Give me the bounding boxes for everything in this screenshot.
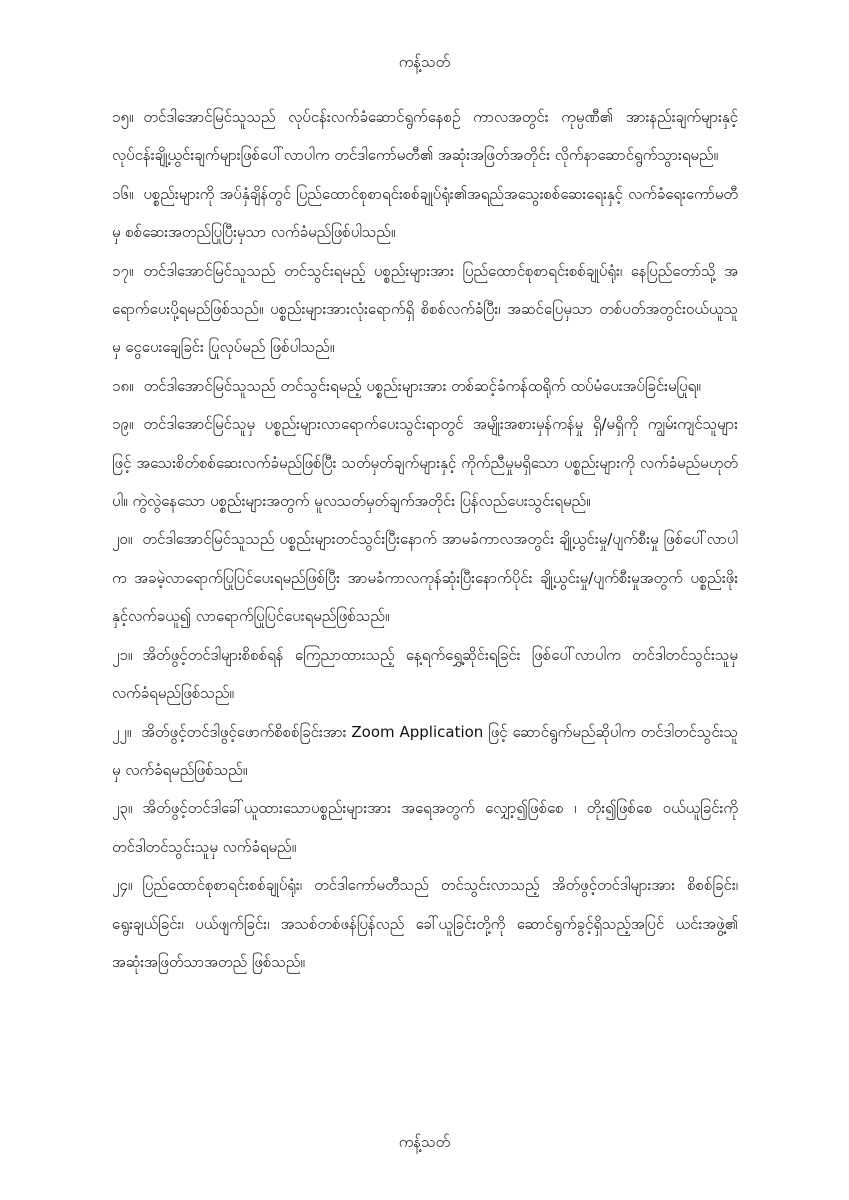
clause-17	[112, 252, 738, 367]
clause-number: ၂၀။	[112, 530, 133, 549]
clause-15	[112, 98, 738, 175]
document-body	[112, 98, 738, 981]
clause-24	[112, 866, 738, 981]
clause-23	[112, 789, 738, 866]
clause-number: ၂၄။	[112, 876, 133, 895]
clause-text: တင်ဒါအောင်မြင်သူသည် ပစ္စည်းများတင်သွင်းပြီးနောက် အာမခံကာလအတွင်း ချို့ယွင်းမှု/ပျက်စီးမှု ဖြစ်ပေါ်လာပါက အခမဲ့လာရောက်ပြုပြင်ပေးရမည်ဖြစ်ပြီး အာမခံကာလကုန်ဆုံးပြီးနောက်ပိုင်း ချို့ယွင်းမှု/ပျက်စီးမှုအတွက် ပစ္စည်းဖိုးနှင့်လက်ခယူ၍ လာရောက်ပြုပြင်ပေးရမည်ဖြစ်သည်။	[112, 530, 738, 626]
clause-text: အိတ်ဖွင့်တင်ဒါများစိစစ်ရန် ကြေညာထားသည့် နေ့ရက်ရွှေ့ဆိုင်းရခြင်း ဖြစ်ပေါ်လာပါက တင်ဒါတင်သွင်းသူမှ လက်ခံရမည်ဖြစ်သည်။	[112, 645, 738, 703]
clause-18	[112, 367, 738, 405]
footer-classification: ကန့်သတ်	[398, 1133, 451, 1151]
clause-text: တင်ဒါအောင်မြင်သူသည် တင်သွင်းရမည့် ပစ္စည်းများအား ပြည်ထောင်စုစာရင်းစစ်ချုပ်ရုံး၊ နေပြည်တော်သို့ အရောက်ပေးပို့ရမည်ဖြစ်သည်။ ပစ္စည်းများအားလုံးရောက်ရှိ စိစစ်လက်ခံပြီး၊ အဆင်ပြေမှသာ တစ်ပတ်အတွင်းဝယ်ယူသူမှ ငွေပေးချေခြင်း ပြုလုပ်မည် ဖြစ်ပါသည်။	[112, 261, 738, 357]
clause-text: အိတ်ဖွင့်တင်ဒါဖွင့်ဖောက်စိစစ်ခြင်းအား Zoom Application ဖြင့် ဆောင်ရွက်မည်ဆိုပါက တင်ဒါတင်သွင်းသူမှ လက်ခံရမည်ဖြစ်သည်။	[112, 722, 738, 779]
clause-19	[112, 405, 738, 520]
clause-text: တင်ဒါအောင်မြင်သူသည် တင်သွင်းရမည့် ပစ္စည်းများအား တစ်ဆင့်ခံကန်ထရိုက် ထပ်မံပေးအပ်ခြင်းမပြုရ။	[143, 376, 701, 395]
clause-number: ၂၂။	[112, 722, 132, 741]
clause-number: ၁၈။	[112, 376, 134, 395]
clause-text: တင်ဒါအောင်မြင်သူမှ ပစ္စည်းများလာရောက်ပေးသွင်းရာတွင် အမျိုးအစားမှန်ကန်မှု ရှိ/မရှိကို ကျွမ်းကျင်သူများဖြင့် အသေးစိတ်စစ်ဆေးလက်ခံမည်ဖြစ်ပြီး သတ်မှတ်ချက်များနှင့် ကိုက်ညီမှုမရှိသော ပစ္စည်းများကို လက်ခံမည်မဟုတ်ပါ။ ကွဲလွဲနေသော ပစ္စည်းများအတွက် မူလသတ်မှတ်ချက်အတိုင်း ပြန်လည်ပေးသွင်းရမည်။	[112, 415, 738, 511]
clause-number: ၂၁။	[112, 645, 133, 664]
clause-text: ပစ္စည်းများကို အပ်နှံချိန်တွင် ပြည်ထောင်စုစာရင်းစစ်ချုပ်ရုံး၏အရည်အသွေးစစ်ဆေးရေးနှင့် လက်ခံရေးကော်မတီမှ စစ်ဆေးအတည်ပြုပြီးမှသာ လက်ခံမည်ဖြစ်ပါသည်။	[112, 184, 738, 242]
clause-number: ၁၆။	[112, 184, 134, 203]
clause-number: ၁၇။	[112, 261, 134, 280]
clause-text: တင်ဒါအောင်မြင်သူသည် လုပ်ငန်းလက်ခံဆောင်ရွက်နေစဉ် ကာလအတွင်း ကုမ္ပဏီ၏ အားနည်းချက်များနှင့် လုပ်ငန်းချို့ယွင်းချက်များဖြစ်ပေါ်လာပါက တင်ဒါကော်မတီ၏ အဆုံးအဖြတ်အတိုင်း လိုက်နာဆောင်ရွက်သွားရမည်။	[112, 108, 738, 165]
clause-21	[112, 636, 738, 713]
clause-20	[112, 520, 738, 635]
clause-number: ၁၉။	[112, 415, 134, 434]
clause-text: ပြည်ထောင်စုစာရင်းစစ်ချုပ်ရုံး၊ တင်ဒါကော်မတီသည် တင်သွင်းလာသည့် အိတ်ဖွင့်တင်ဒါများအား စိစစ်ခြင်း၊ ရွေးချယ်ခြင်း၊ ပယ်ဖျက်ခြင်း၊ အသစ်တစ်ဖန်ပြန်လည် ခေါ်ယူခြင်းတို့ကို ဆောင်ရွက်ခွင့်ရှိသည့်အပြင် ယင်းအဖွဲ့၏ အဆုံးအဖြတ်သာအတည် ဖြစ်သည်။	[112, 876, 738, 971]
clause-22	[112, 713, 738, 790]
header-classification: ကန့်သတ်	[398, 53, 451, 71]
clause-number: ၁၅။	[112, 108, 134, 126]
clause-16	[112, 175, 738, 252]
clause-text: အိတ်ဖွင့်တင်ဒါခေါ်ယူထားသောပစ္စည်းများအား အရေအတွက် လျှော့၍ဖြစ်စေ ၊ တိုး၍ဖြစ်စေ ဝယ်ယူခြင်းကို တင်ဒါတင်သွင်းသူမှ လက်ခံရမည်။	[112, 799, 738, 856]
clause-number: ၂၃။	[112, 799, 133, 818]
